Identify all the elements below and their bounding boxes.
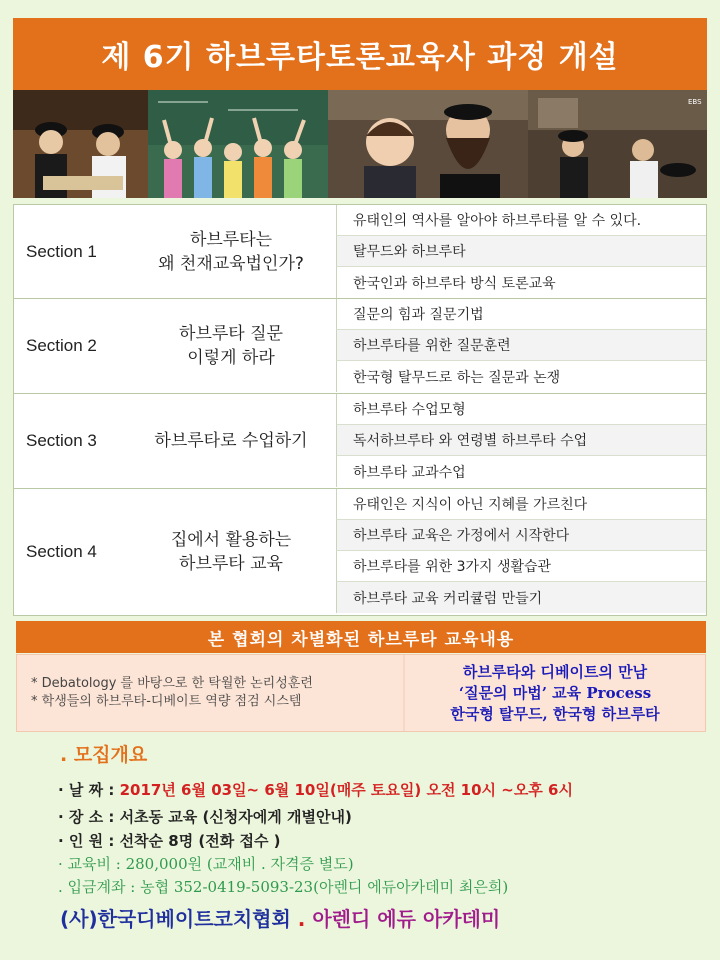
section-2 [14, 299, 706, 394]
diff-right-item: ‘질문의 마법’ 교육 Process [458, 683, 652, 702]
section-items [336, 205, 706, 298]
photo-strip [13, 90, 707, 198]
section-items [336, 394, 706, 488]
footer [60, 903, 500, 932]
recruit-heading: . 모집개요 [60, 744, 148, 766]
recruit-date-value: 2017년 6월 03일~ 6월 10일(매주 토요일) 오전 10시 ~오후 6시 [119, 781, 573, 799]
section-number: Section 4 [26, 542, 97, 561]
photo-classroom-kids [148, 90, 328, 198]
section-items [336, 299, 706, 393]
photo-talmud-study [13, 90, 148, 198]
ebs-watermark: EBS [688, 98, 702, 106]
diff-left-item: * 학생들의 하브루타-디베이트 역량 점검 시스템 [31, 694, 302, 709]
section-title: 하브루타 질문 이렇게 하라 [179, 324, 283, 368]
section-title: 하브루타는 왜 천재교육법인가? [158, 229, 304, 274]
section-number: Section 3 [26, 431, 97, 450]
recruit-place: · 장 소 : 서초동 교육 (신청자에게 개별안내) [58, 808, 352, 826]
curriculum-table [13, 204, 707, 616]
diff-right-list [405, 655, 705, 731]
title-banner [13, 18, 707, 90]
diff-heading: 본 협회의 차별화된 하브루타 교육내용 [16, 621, 706, 653]
recruit-fee: · 교육비 : 280,000원 (교재비 . 자격증 별도) [58, 855, 354, 873]
academy-name: 아렌디 에듀 아카데미 [312, 907, 501, 931]
section-items [336, 489, 706, 615]
list-item: 하브루타 교과수업 [336, 456, 706, 487]
diff-body [16, 654, 706, 732]
list-item: 하브루타를 위한 3가지 생활습관 [336, 551, 706, 582]
page-title: 제 6기 하브루타토론교육사 과정 개설 [101, 40, 619, 75]
diff-left-item: * Debatology 를 바탕으로 한 탁월한 논리성훈련 [31, 676, 313, 691]
section-3 [14, 394, 706, 489]
recruit-capacity: · 인 원 : 선착순 8명 (전화 접수 ) [58, 832, 281, 850]
list-item: 유태인의 역사를 알아야 하브루타를 알 수 있다. [336, 205, 706, 236]
list-item: 한국인과 하브루타 방식 토론교육 [336, 267, 706, 298]
section-4 [14, 489, 706, 615]
recruit-account: . 입금계좌 : 농협 352-0419-5093-23(아렌디 에듀아카데미 최은희) [58, 878, 509, 896]
section-number: Section 2 [26, 336, 97, 355]
photo-rabbi-boy [328, 90, 528, 198]
section-1 [14, 205, 706, 299]
diff-right-item: 한국형 탈무드, 한국형 하브루타 [450, 704, 660, 723]
list-item: 질문의 힘과 질문기법 [336, 299, 706, 330]
section-title: 하브루타로 수업하기 [154, 431, 308, 451]
section-title: 집에서 활용하는 하브루타 교육 [170, 530, 292, 574]
diff-right-item: 하브루타와 디베이트의 만남 [462, 662, 648, 681]
recruit-date-label: · 날 짜 : [58, 781, 115, 799]
list-item: 독서하브루타 와 연령별 하브루타 수업 [336, 425, 706, 456]
list-item: 하브루타 교육은 가정에서 시작한다 [336, 520, 706, 551]
list-item: 탈무드와 하브루타 [336, 236, 706, 267]
footer-dot: . [290, 907, 313, 931]
list-item: 하브루타를 위한 질문훈련 [336, 330, 706, 361]
photo-yeshiva-ebs [528, 90, 707, 198]
list-item: 한국형 탈무드로 하는 질문과 논쟁 [336, 361, 706, 392]
list-item: 하브루타 교육 커리큘럼 만들기 [336, 582, 706, 613]
list-item: 하브루타 수업모형 [336, 394, 706, 425]
org-name: (사)한국디베이트코치협회 [60, 907, 291, 931]
list-item: 유태인은 지식이 아닌 지혜를 가르친다 [336, 489, 706, 520]
diff-left-list [17, 655, 405, 731]
recruit-date [58, 779, 573, 800]
section-number: Section 1 [26, 241, 97, 261]
